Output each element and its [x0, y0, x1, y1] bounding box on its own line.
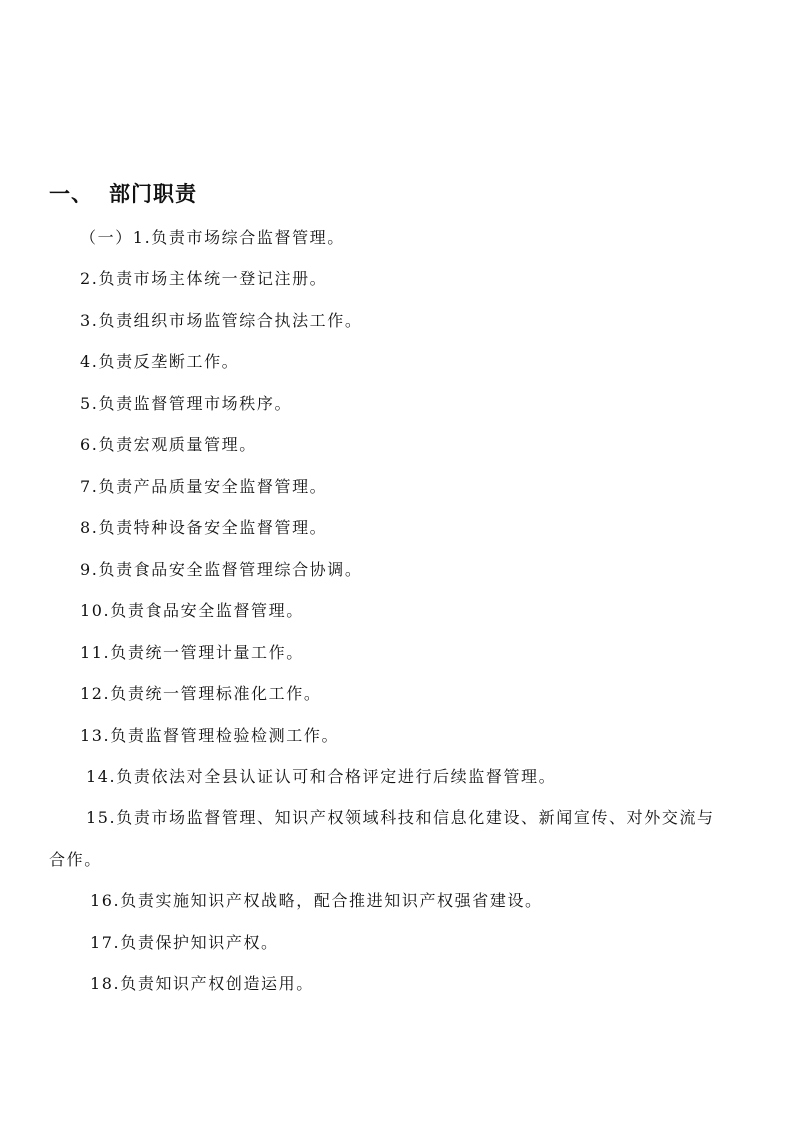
duty-item: 9.负责食品安全监督管理综合协调。 [80, 560, 363, 579]
duty-item-continuation: 合作。 [49, 850, 102, 869]
duty-item: 5.负责监督管理市场秩序。 [80, 394, 293, 413]
section-title: 部门职责 [109, 182, 197, 206]
duty-item: 15.负责市场监督管理、知识产权领域科技和信息化建设、新闻宣传、对外交流与 [86, 808, 715, 827]
duty-item: 12.负责统一管理标准化工作。 [80, 684, 322, 703]
duty-item: 16.负责实施知识产权战略，配合推进知识产权强省建设。 [90, 891, 543, 910]
duty-item: 10.负责食品安全监督管理。 [80, 601, 304, 620]
section-number: 一、 [49, 182, 93, 206]
duty-item: 11.负责统一管理计量工作。 [80, 643, 304, 662]
duty-item: 4.负责反垄断工作。 [80, 352, 240, 371]
duty-item: 7.负责产品质量安全监督管理。 [80, 477, 328, 496]
duty-item: 3.负责组织市场监管综合执法工作。 [80, 311, 363, 330]
duty-item: 14.负责依法对全县认证认可和合格评定进行后续监督管理。 [86, 767, 557, 786]
section-heading [49, 178, 197, 208]
duty-item: 17.负责保护知识产权。 [90, 933, 279, 952]
duty-item: 13.负责监督管理检验检测工作。 [80, 726, 340, 745]
duty-item: 2.负责市场主体统一登记注册。 [80, 269, 328, 288]
duty-item: （一）1.负责市场综合监督管理。 [80, 228, 345, 247]
duty-item: 6.负责宏观质量管理。 [80, 435, 257, 454]
duty-item: 8.负责特种设备安全监督管理。 [80, 518, 328, 537]
duty-item: 18.负责知识产权创造运用。 [90, 974, 314, 993]
